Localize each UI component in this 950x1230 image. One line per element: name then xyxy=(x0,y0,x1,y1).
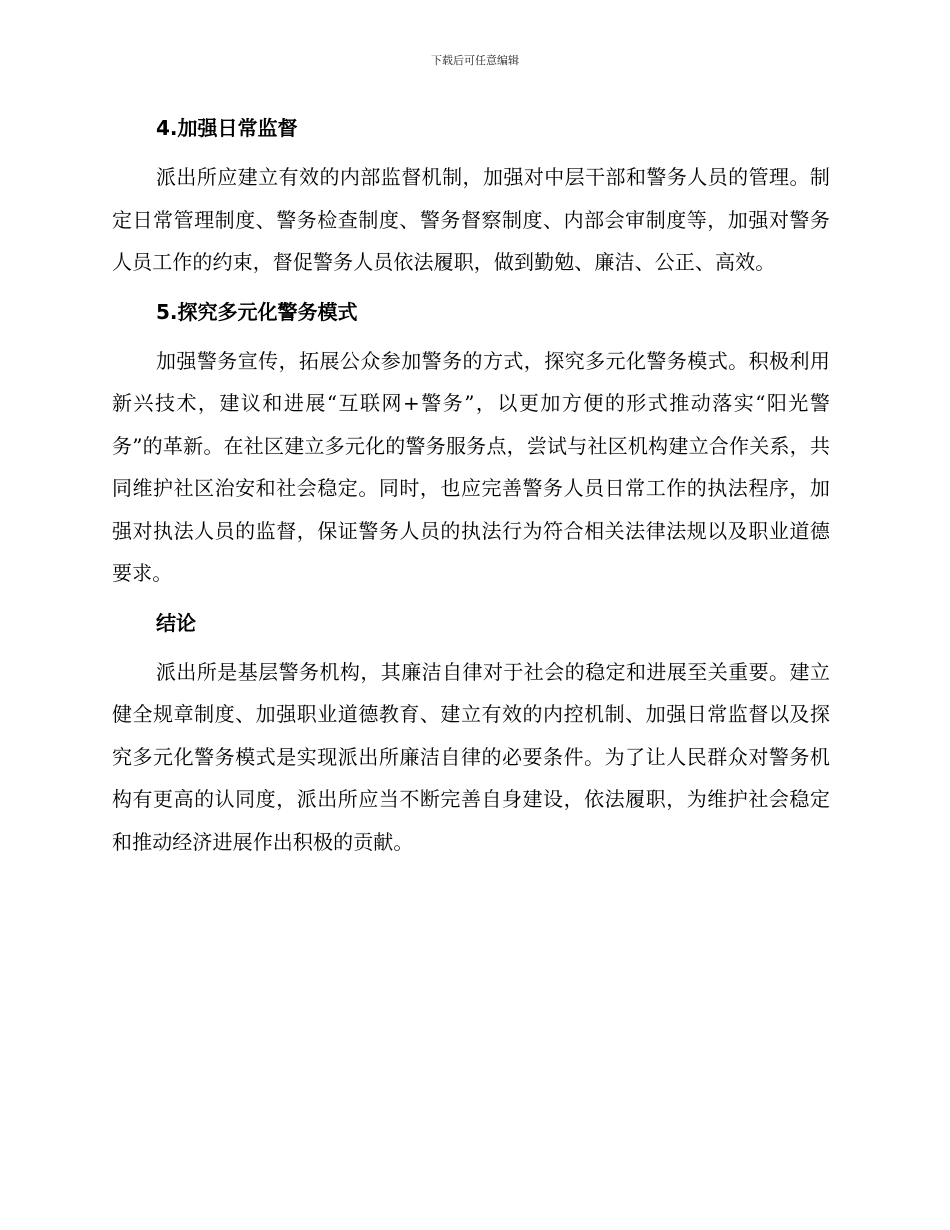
section-heading-diversified-policing: 5.探究多元化警务模式 xyxy=(156,299,358,324)
section-paragraph-daily-supervision: 派出所应建立有效的内部监督机制，加强对中层干部和警务人员的管理。制定日常管理制度、警务检查制度、警务督察制度、内部会审制度等，加强对警务人员工作的约束，督促警务人员依法履职，做到勤勉、廉洁、公正、高效。 xyxy=(112,165,830,274)
section-paragraph-diversified-policing: 加强警务宣传，拓展公众参加警务的方式，探究多元化警务模式。积极利用新兴技术，建议和进展“互联网+警务”，以更加方便的形式推动落实“阳光警务”的革新。在社区建立多元化的警务服务点，尝试与社区机构建立合作关系，共同维护社区治安和社会稳定。同时，也应完善警务人员日常工作的执法程序，加强对执法人员的监督，保证警务人员的执法行为符合相关法律法规以及职业道德要求。 xyxy=(112,348,830,585)
section-heading-conclusion: 结论 xyxy=(156,610,196,635)
document-body xyxy=(112,110,830,863)
section-paragraph-conclusion: 派出所是基层警务机构，其廉洁自律对于社会的稳定和进展至关重要。建立健全规章制度、加强职业道德教育、建立有效的内控机制、加强日常监督以及探究多元化警务模式是实现派出所廉洁自律的必要条件。为了让人民群众对警务机构有更高的认同度，派出所应当不断完善自身建设，依法履职，为维护社会稳定和推动经济进展作出积极的贡献。 xyxy=(112,659,830,854)
running-header: 下载后可任意编辑 xyxy=(431,54,519,67)
section-heading-daily-supervision: 4.加强日常监督 xyxy=(156,116,298,140)
